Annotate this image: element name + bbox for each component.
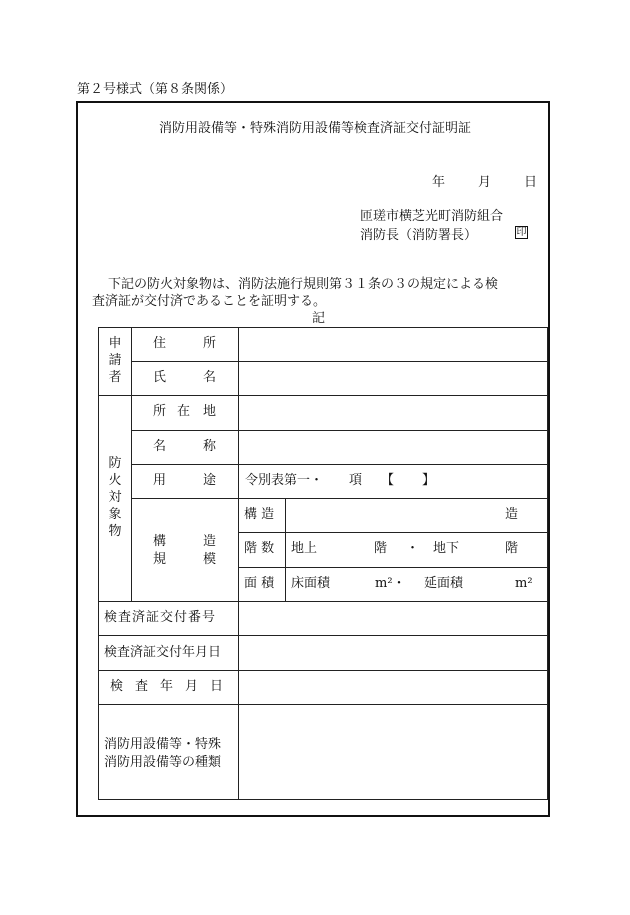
structure-scale-label-2a: 規 [153, 552, 167, 567]
area-label: 面 積 [244, 576, 275, 591]
row-divider [131, 464, 548, 465]
location-label-1: 所 [153, 404, 167, 419]
address-label-2: 所 [203, 336, 217, 351]
location-label-3: 地 [203, 404, 217, 419]
table-border-right [547, 327, 548, 800]
row-divider [98, 704, 548, 705]
use-value-item: 項 [349, 473, 363, 488]
structure-suffix: 造 [505, 507, 519, 522]
use-value-prefix: 令別表第一・ [245, 473, 324, 488]
subtable-column-divider [285, 498, 286, 601]
row-divider [98, 601, 548, 602]
seal-mark: 印 [516, 227, 527, 238]
row-divider [131, 498, 548, 499]
floor-area-unit: m²・ [375, 576, 406, 591]
row-divider [238, 567, 548, 568]
ki-label: 記 [312, 311, 326, 326]
floors-label: 階 数 [244, 541, 275, 556]
cert-number-label: 検査済証交付番号 [104, 610, 217, 625]
row-divider [98, 670, 548, 671]
row-divider [131, 430, 548, 431]
floors-above-unit: 階 [374, 541, 388, 556]
month-label: 月 [478, 175, 492, 190]
issuer-title: 消防長（消防署長） [360, 228, 478, 243]
equipment-type-label-2: 消防用設備等の種類 [104, 755, 222, 770]
structure-scale-label-2b: 模 [203, 552, 217, 567]
structure-scale-label-1a: 構 [153, 534, 167, 549]
issuer-organization: 匝瑳市横芝光町消防組合 [360, 209, 504, 224]
object-name-label-1: 名 [153, 439, 167, 454]
table-border-left [98, 327, 99, 800]
structure-scale-label-1b: 造 [203, 534, 217, 549]
floor-area-label: 床面積 [291, 576, 331, 591]
equipment-type-label-1: 消防用設備等・特殊 [104, 737, 222, 752]
structure-label: 構 造 [244, 507, 275, 522]
floors-below-unit: 階 [505, 541, 519, 556]
object-group-label: 防 火 対 象 物 [108, 456, 122, 539]
name-label-2: 名 [203, 370, 217, 385]
document-title: 消防用設備等・特殊消防用設備等検査済証交付証明証 [158, 121, 471, 136]
floors-below-label: 地下 [433, 541, 460, 556]
applicant-group-label: 申 請 者 [108, 336, 122, 385]
table-border-top [98, 327, 548, 328]
object-name-label-2: 称 [203, 439, 217, 454]
form-number-label: 第２号様式（第８条関係） [77, 82, 234, 97]
use-label-1: 用 [153, 473, 167, 488]
location-label-2: 在 [177, 404, 191, 419]
address-label-1: 住 [153, 336, 167, 351]
use-bracket-open: 【 [381, 473, 395, 488]
total-area-label: 延面積 [424, 576, 464, 591]
row-divider [98, 635, 548, 636]
day-label: 日 [524, 175, 538, 190]
label-column-divider [238, 327, 239, 800]
row-divider [131, 361, 548, 362]
row-divider [98, 395, 548, 396]
body-text-line-1: 下記の防火対象物は、消防法施行規則第３１条の３の規定による検 [108, 277, 499, 292]
name-label-1: 氏 [153, 370, 167, 385]
row-divider [238, 532, 548, 533]
table-border-bottom [98, 799, 548, 800]
year-label: 年 [432, 175, 446, 190]
use-bracket-close: 】 [422, 473, 436, 488]
total-area-unit: m² [515, 576, 533, 591]
floors-separator: ・ [406, 541, 420, 556]
date-line [432, 175, 537, 191]
use-label-2: 途 [203, 473, 217, 488]
floors-above-label: 地上 [291, 541, 318, 556]
body-text-line-2: 査済証が交付済であることを証明する。 [92, 294, 327, 309]
cert-date-label: 検査済証交付年月日 [104, 645, 222, 660]
